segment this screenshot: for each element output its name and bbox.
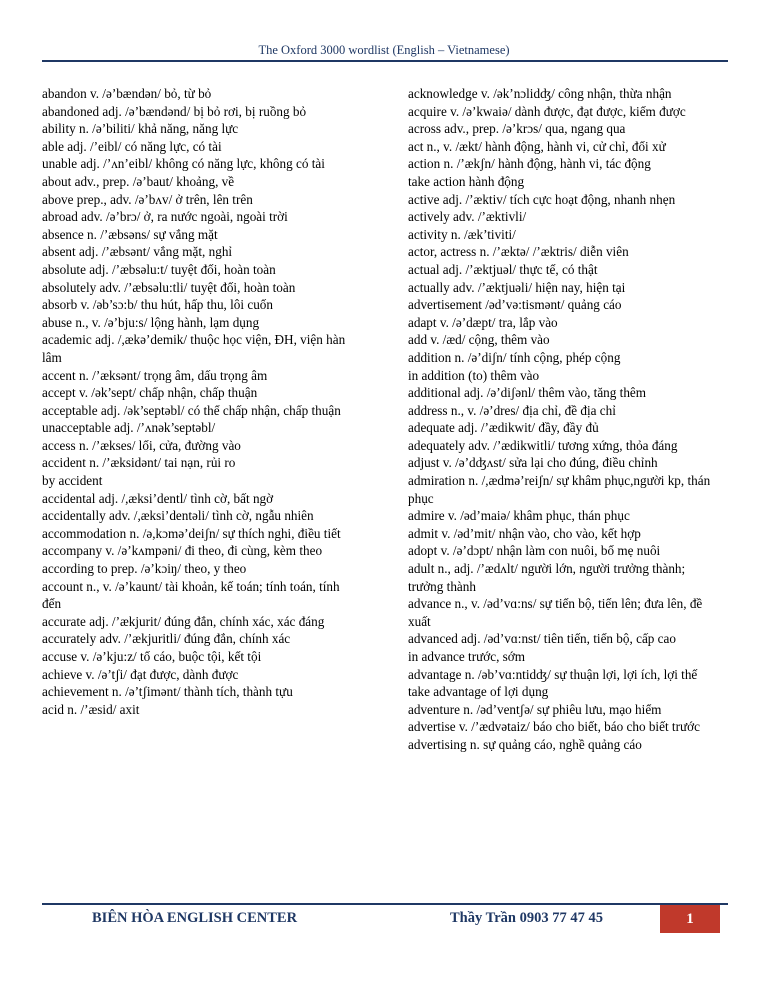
word-entry: access n. /’ækses/ lối, cửa, đường vào <box>42 437 241 453</box>
word-entry: additional adj. /ə’diʃənl/ thêm vào, tăng thêm <box>408 385 647 401</box>
word-entry: accuse v. /ə’kju:z/ tố cáo, buộc tội, kết tội <box>42 649 262 664</box>
right-column <box>408 85 720 754</box>
word-entry: abuse n., v. /ə’bju:s/ lộng hành, lạm dụng <box>42 314 260 330</box>
left-column <box>42 85 360 718</box>
word-entry: unable adj. /’ʌn’eibl/ không có năng lực, không có tài <box>42 156 325 172</box>
word-entry: advertise v. /’ædvətaiz/ báo cho biết, báo cho biết trước <box>408 719 700 735</box>
word-entry: unacceptable adj. /’ʌnək’septəbl/ <box>42 420 216 436</box>
word-entry: admit v. /əd’mit/ nhận vào, cho vào, kết hợp <box>408 525 641 541</box>
word-entry: action n. /’ækʃn/ hành động, hành vi, tác động <box>408 156 651 172</box>
word-entry: accommodation n. /ə,kɔmə’deiʃn/ sự thích nghi, điều tiết <box>42 525 341 541</box>
word-entry: admire v. /əd’maiə/ khâm phục, thán phục <box>408 508 630 524</box>
word-entry: add v. /æd/ cộng, thêm vào <box>408 332 550 348</box>
word-entry: absorb v. /əb’sɔ:b/ thu hút, hấp thu, lôi cuốn <box>42 297 273 313</box>
word-entry: able adj. /’eibl/ có năng lực, có tài <box>42 138 222 154</box>
word-entry: actor, actress n. /’æktə/ /’æktris/ diễn viên <box>408 244 629 260</box>
page-number-badge: 1 <box>660 905 720 933</box>
footer-divider <box>42 903 728 905</box>
word-entry: across adv., prep. /ə’krɔs/ qua, ngang qua <box>408 121 626 137</box>
word-entry: advance n., v. /əd’vɑ:ns/ sự tiến bộ, tiến lên; đưa lên, đề xuất <box>408 596 703 629</box>
word-entry: above prep., adv. /ə’bʌv/ ở trên, lên trên <box>42 191 253 207</box>
word-entry: accurate adj. /’ækjurit/ đúng đắn, chính xác, xác đáng <box>42 613 325 629</box>
word-entry: accidental adj. /,æksi’dentl/ tình cờ, bất ngờ <box>42 490 274 506</box>
page-header-title: The Oxford 3000 wordlist (English – Vietnamese) <box>258 43 510 57</box>
word-entry: actual adj. /’æktjuəl/ thực tế, có thật <box>408 261 598 277</box>
word-entry: account n., v. /ə’kaunt/ tài khoản, kế toán; tính toán, tính đến <box>42 578 340 612</box>
word-entry: according to prep. /ə’kɔiŋ/ theo, y theo <box>42 561 247 577</box>
word-entry: active adj. /’æktiv/ tích cực hoạt động, nhanh nhẹn <box>408 191 676 207</box>
word-entry: advertising n. sự quảng cáo, nghề quảng cáo <box>408 736 642 752</box>
word-entry: accident n. /’æksidənt/ tai nạn, rủi ro <box>42 455 236 471</box>
word-entry: by accident <box>42 473 103 489</box>
word-entry: act n., v. /ækt/ hành động, hành vi, cử chỉ, đối xử <box>408 138 666 154</box>
word-entry: absence n. /’æbsəns/ sự vắng mặt <box>42 226 218 242</box>
word-entry: adult n., adj. /’ædʌlt/ người lớn, người trưởng thành; trưởng thành <box>408 561 686 594</box>
word-entry: acceptable adj. /ək’septəbl/ có thể chấp nhận, chấp thuận <box>42 402 341 418</box>
footer-center-name: BIÊN HÒA ENGLISH CENTER <box>92 910 298 926</box>
word-entry: actively adv. /’æktivli/ <box>408 209 527 225</box>
word-entry: acquire v. /ə’kwaiə/ dành được, đạt được, kiếm được <box>408 103 686 119</box>
word-entry: advantage n. /əb’vɑ:ntidʤ/ sự thuận lợi, lợi ích, lợi thế <box>408 666 698 682</box>
header-divider <box>42 60 728 62</box>
word-entry: in addition (to) thêm vào <box>408 367 540 383</box>
word-entry: adequate adj. /’ædikwit/ đầy, đầy đủ <box>408 420 599 436</box>
word-entry: in advance trước, sớm <box>408 649 526 664</box>
word-entry: ability n. /ə’biliti/ khả năng, năng lực <box>42 121 239 137</box>
word-entry: actually adv. /’æktjuəli/ hiện nay, hiện tại <box>408 279 626 295</box>
word-entry: address n., v. /ə’dres/ địa chỉ, đề địa chỉ <box>408 402 616 418</box>
word-entry: achieve v. /ə’tʃi/ đạt được, dành được <box>42 666 239 682</box>
word-entry: absent adj. /’æbsənt/ vắng mặt, nghỉ <box>42 244 233 260</box>
word-entry: adventure n. /əd’ventʃə/ sự phiêu lưu, mạo hiểm <box>408 701 662 717</box>
word-entry: advertisement /əd’və:tismənt/ quảng cáo <box>408 297 622 313</box>
footer-teacher-contact: Thầy Trần 0903 77 47 45 <box>450 910 603 926</box>
word-entry: adapt v. /ə’dæpt/ tra, lắp vào <box>408 314 558 330</box>
word-entry: absolutely adv. /’æbsəlu:tli/ tuyệt đối, hoàn toàn <box>42 279 296 295</box>
word-entry: abandon v. /ə’bændən/ bỏ, từ bỏ <box>42 86 212 101</box>
word-entry: adopt v. /ə’dɔpt/ nhận làm con nuôi, bố mẹ nuôi <box>408 543 661 559</box>
word-entry: accidentally adv. /,æksi’dentəli/ tình cờ, ngẫu nhiên <box>42 508 314 524</box>
word-entry: abroad adv. /ə’brɔ/ ở, ra nước ngoài, ngoài trời <box>42 209 288 225</box>
word-entry: about adv., prep. /ə’baut/ khoảng, về <box>42 173 235 189</box>
word-entry: addition n. /ə’diʃn/ tính cộng, phép cộng <box>408 349 621 365</box>
word-entry: adjust v. /ə’dʤʌst/ sửa lại cho đúng, điều chỉnh <box>408 455 658 471</box>
word-entry: academic adj. /,ækə’demik/ thuộc học viện, ĐH, viện hàn lâm <box>42 332 346 365</box>
word-entry: accurately adv. /’ækjuritli/ đúng đắn, chính xác <box>42 631 291 647</box>
word-entry: take action hành động <box>408 173 525 189</box>
word-entry: achievement n. /ə’tʃimənt/ thành tích, thành tựu <box>42 684 293 700</box>
word-entry: acknowledge v. /ək’nɔlidʤ/ công nhận, thừa nhận <box>408 86 672 101</box>
word-entry: advanced adj. /əd’vɑ:nst/ tiên tiến, tiến bộ, cấp cao <box>408 631 676 647</box>
word-entry: accent n. /’æksənt/ trọng âm, dấu trọng âm <box>42 367 268 383</box>
word-entry: acid n. /’æsid/ axit <box>42 701 140 717</box>
word-entry: adequately adv. /’ædikwitli/ tương xứng, thỏa đáng <box>408 437 678 453</box>
word-entry: activity n. /æk’tiviti/ <box>408 226 516 242</box>
word-entry: take advantage of lợi dụng <box>408 684 549 700</box>
word-entry: abandoned adj. /ə’bændənd/ bị bỏ rơi, bị ruồng bỏ <box>42 103 307 119</box>
word-entry: accompany v. /ə’kʌmpəni/ đi theo, đi cùng, kèm theo <box>42 543 323 559</box>
word-entry: accept v. /ək’sept/ chấp nhận, chấp thuận <box>42 385 258 401</box>
word-entry: admiration n. /,ædmə’reiʃn/ sự khâm phục,người kp, thán phục <box>408 473 711 506</box>
word-entry: absolute adj. /’æbsəlu:t/ tuyệt đối, hoàn toàn <box>42 261 276 277</box>
